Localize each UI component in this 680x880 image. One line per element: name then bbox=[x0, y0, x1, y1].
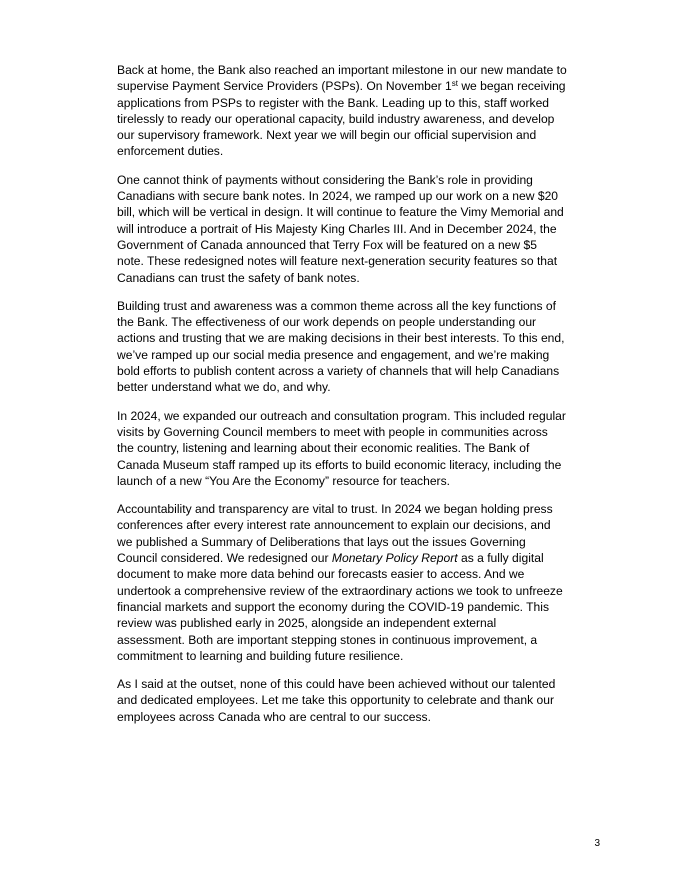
paragraph-employees: As I said at the outset, none of this could have been achieved without our talented and dedicated employees. Let me take this opportunity to celebrate and thank our employees across Canada who are central to our success. bbox=[117, 677, 556, 724]
paragraph-psp-text-end: we began receiving applications from PSPs to register with the Bank. Leading up to this, staff worked tirelessly to ready our operational capacity, build industry awareness, and develop our supervisory framework. Next year we will begin our official supervision and enforcement duties. bbox=[117, 79, 566, 159]
paragraph-psp-text-start: Back at home, the Bank also reached an important milestone in our new mandate to supervise Payment Service Providers (PSPs). On November 1 bbox=[117, 63, 567, 94]
paragraph-accountability-text-end: as a fully digital document to make more data behind our forecasts easier to access. And we undertook a comprehensive review of the extraordinary actions we took to unfreeze financial markets and support the economy during the COVID-19 pandemic. This review was published early in 2025, alongside an independent external assessment. Both are important stepping stones in continuous improvement, a commitment to learning and building future resilience. bbox=[117, 551, 563, 663]
monetary-policy-report-title: Monetary Policy Report bbox=[331, 551, 458, 566]
ordinal-superscript: st bbox=[451, 79, 458, 89]
page-number: 3 bbox=[594, 838, 600, 849]
paragraph-psp-supervision bbox=[117, 62, 567, 160]
paragraph-accountability bbox=[117, 501, 567, 664]
paragraph-trust-awareness: Building trust and awareness was a common theme across all the key functions of the Bank. The effectiveness of our work depends on people understanding our actions and trusting that we are making decisions in their best interests. To this end, we’ve ramped up our social media presence and engagement, and we’re making bold efforts to publish content across a variety of channels that will help Canadians better understand what we do, and why. bbox=[117, 298, 565, 395]
document-body bbox=[117, 62, 567, 737]
paragraph-outreach: In 2024, we expanded our outreach and consultation program. This included regular visits by Governing Council members to meet with people in communities across the country, listening and learning about their economic realities. The Bank of Canada Museum staff ramped up its efforts to build economic literacy, including the launch of a new “You Are the Economy” resource for teachers. bbox=[117, 408, 566, 488]
paragraph-bank-notes: One cannot think of payments without considering the Bank’s role in providing Canadians with secure bank notes. In 2024, we ramped up our work on a new $20 bill, which will be vertical in design. It will continue to feature the Vimy Memorial and will introduce a portrait of His Majesty King Charles III. And in December 2024, the Government of Canada announced that Terry Fox will be featured on a new $5 note. These redesigned notes will feature next-generation security features so that Canadians can trust the safety of bank notes. bbox=[117, 172, 564, 285]
paragraph-accountability-text-start: Accountability and transparency are vital to trust. In 2024 we began holding press conferences after every interest rate announcement to explain our decisions, and we published a Summary of Deliberations that lays out the issues Governing Council considered. We redesigned our bbox=[117, 502, 553, 566]
